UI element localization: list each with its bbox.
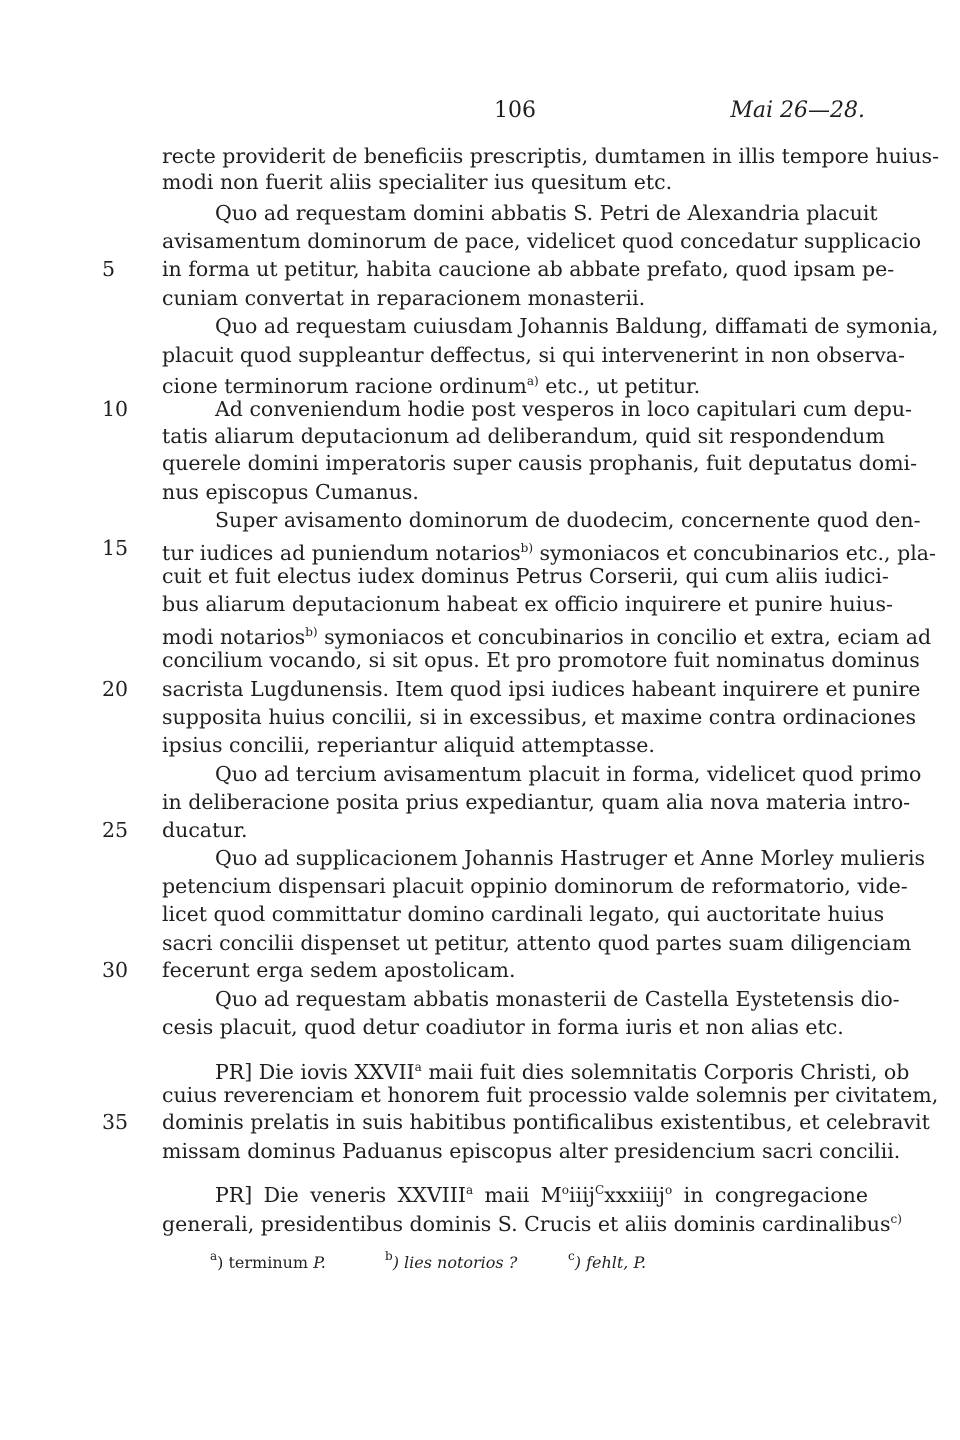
page-number: 106 xyxy=(494,98,536,123)
footnote xyxy=(210,1245,326,1274)
text-line xyxy=(162,1107,930,1137)
text-line xyxy=(215,984,900,1014)
superscript-mark: C xyxy=(595,1183,605,1197)
text-line xyxy=(162,448,918,478)
line-number: 35 xyxy=(102,1110,129,1134)
text-segment: ducatur. xyxy=(162,818,248,842)
text-line xyxy=(215,759,922,789)
footnote-text: ) lies notorios ? xyxy=(392,1253,518,1272)
text-line xyxy=(162,871,908,901)
text-segment: avisamentum dominorum de pace, videlicet quod concedatur supplicacio xyxy=(162,229,922,253)
text-segment: dominis prelatis in suis habitibus pontificalibus existentibus, et celebravit xyxy=(162,1110,930,1134)
text-segment: iiij xyxy=(569,1183,596,1207)
text-line xyxy=(162,254,895,284)
text-line xyxy=(162,366,868,396)
text-segment: sacri concilii dispenset ut petitur, attento quod partes suam diligenciam xyxy=(162,931,912,955)
text-segment: cuius reverenciam et honorem fuit processio valde solemnis per civitatem, xyxy=(162,1083,939,1107)
footnote-text: ) fehlt, xyxy=(574,1253,634,1272)
text-line xyxy=(162,283,868,313)
superscript-mark: o xyxy=(561,1183,570,1197)
text-line xyxy=(162,167,868,197)
text-line xyxy=(162,1136,901,1166)
text-segment: sacrista Lugdunensis. Item quod ipsi iudices habeant inquirere et punire xyxy=(162,677,921,701)
line-number: 25 xyxy=(102,818,129,842)
text-line xyxy=(162,589,893,619)
text-line xyxy=(162,955,868,985)
text-segment: concilium vocando, si sit opus. Et pro promotore fuit nominatus dominus xyxy=(162,648,920,672)
text-line xyxy=(162,815,868,845)
text-segment: cuniam convertat in reparacionem monasterii. xyxy=(162,286,646,310)
text-segment: modi notarios xyxy=(162,625,306,649)
text-line xyxy=(215,1175,868,1205)
text-line xyxy=(162,645,920,675)
text-line xyxy=(215,505,921,535)
superscript-mark: b) xyxy=(520,541,534,555)
text-line xyxy=(162,674,921,704)
text-line xyxy=(162,1204,902,1236)
text-segment: maii fuit dies solemnitatis Corporis Christi, ob xyxy=(421,1060,910,1084)
text-segment: Quo ad requestam abbatis monasterii de Castella Eystetensis dio- xyxy=(215,987,900,1011)
line-number: 10 xyxy=(102,397,129,421)
text-segment: missam dominus Paduanus episcopus alter presidencium sacri concilii. xyxy=(162,1139,901,1163)
running-header-date: Mai 26—28. xyxy=(730,98,865,123)
text-segment: petencium dispensari placuit oppinio dominorum de reformatorio, vide- xyxy=(162,874,908,898)
footnote-mark: c xyxy=(568,1249,575,1263)
text-segment: fecerunt erga sedem apostolicam. xyxy=(162,958,516,982)
footnote-text: ) terminum xyxy=(217,1253,314,1272)
text-line xyxy=(162,1012,868,1042)
text-segment: symoniacos et concubinarios etc., pla- xyxy=(533,541,936,565)
text-segment: in forma ut petitur, habita caucione ab abbate prefato, quod ipsam pe- xyxy=(162,257,895,281)
line-number: 15 xyxy=(102,536,129,560)
text-line xyxy=(162,928,912,958)
text-segment: Super avisamento dominorum de duodecim, concernente quod den- xyxy=(215,508,921,532)
footnote xyxy=(568,1245,646,1274)
text-segment: symoniacos et concubinarios in concilio et extra, eciam ad xyxy=(317,625,932,649)
line-number: 5 xyxy=(102,257,116,281)
text-segment: recte providerit de beneficiis prescriptis, dumtamen in illis tempore huius- xyxy=(162,144,939,168)
text-segment: etc., ut petitur. xyxy=(538,374,701,398)
text-segment: supposita huius concilii, si in excessibus, et maxime contra ordinaciones xyxy=(162,705,917,729)
line-number: 30 xyxy=(102,958,129,982)
text-segment: bus aliarum deputacionum habeat ex officio inquirere et punire huius- xyxy=(162,592,893,616)
text-line xyxy=(215,843,926,873)
text-segment: tur iudices ad puniendum notarios xyxy=(162,541,521,565)
text-segment: Quo ad requestam domini abbatis S. Petri de Alexandria placuit xyxy=(215,201,878,225)
text-segment: ipsius concilii, reperiantur aliquid attemptasse. xyxy=(162,733,655,757)
text-line xyxy=(162,561,889,591)
text-segment: querele domini imperatoris super causis prophanis, fuit deputatus domi- xyxy=(162,451,918,475)
text-segment: Quo ad tercium avisamentum placuit in forma, videlicet quod primo xyxy=(215,762,922,786)
footnote-source: P. xyxy=(633,1253,647,1272)
text-line xyxy=(215,394,912,424)
text-segment: modi non fuerit aliis specialiter ius quesitum etc. xyxy=(162,170,673,194)
text-line xyxy=(162,533,936,565)
text-segment: maii M xyxy=(473,1183,562,1207)
text-segment: Quo ad supplicacionem Johannis Hastruger et Anne Morley mulieris xyxy=(215,846,926,870)
text-line xyxy=(162,617,932,649)
superscript-mark: a xyxy=(414,1060,422,1074)
text-segment: cesis placuit, quod detur coadiutor in forma iuris et non alias etc. xyxy=(162,1015,844,1039)
footnote xyxy=(385,1245,517,1274)
footnote-mark: b xyxy=(385,1249,393,1263)
superscript-mark: b) xyxy=(305,625,318,639)
text-line xyxy=(162,421,885,451)
text-segment: licet quod committatur domino cardinali legato, qui auctoritate huius xyxy=(162,902,885,926)
text-line xyxy=(162,226,922,256)
text-segment: in congregacione xyxy=(672,1183,868,1207)
text-segment: placuit quod suppleantur deffectus, si qui intervenerint in non observa- xyxy=(162,343,905,367)
text-line xyxy=(215,1052,910,1084)
footnote-source: P. xyxy=(313,1253,326,1272)
text-segment: xxxiiij xyxy=(604,1183,665,1207)
text-line xyxy=(162,477,868,507)
text-line xyxy=(162,787,911,817)
text-line xyxy=(162,899,885,929)
superscript-mark: a) xyxy=(526,374,539,388)
footnote-mark: a xyxy=(210,1249,218,1263)
text-segment: Ad conveniendum hodie post vesperos in loco capitulari cum depu- xyxy=(215,397,912,421)
text-segment: Quo ad requestam cuiusdam Johannis Baldung, diffamati de symonia, xyxy=(215,314,939,338)
text-segment: nus episcopus Cumanus. xyxy=(162,480,419,504)
text-segment: PR] Die iovis XXVII xyxy=(215,1060,415,1084)
text-line xyxy=(162,730,868,760)
text-segment: tatis aliarum deputacionum ad deliberandum, quid sit respondendum xyxy=(162,424,885,448)
superscript-mark: o xyxy=(664,1183,673,1197)
text-segment: cione terminorum racione ordinum xyxy=(162,374,527,398)
text-line xyxy=(162,1080,939,1110)
superscript-mark: a xyxy=(465,1183,474,1197)
text-line xyxy=(215,311,939,341)
text-line xyxy=(162,702,917,732)
line-number: 20 xyxy=(102,677,129,701)
superscript-mark: c) xyxy=(890,1212,902,1226)
text-segment: cuit et fuit electus iudex dominus Petrus Corserii, qui cum aliis iudici- xyxy=(162,564,889,588)
text-segment: PR] Die veneris XXVIII xyxy=(215,1183,466,1207)
text-line xyxy=(215,198,878,228)
text-segment: generali, presidentibus dominis S. Crucis et aliis dominis cardinalibus xyxy=(162,1212,891,1236)
text-segment: in deliberacione posita prius expediantur, quam alia nova materia intro- xyxy=(162,790,911,814)
